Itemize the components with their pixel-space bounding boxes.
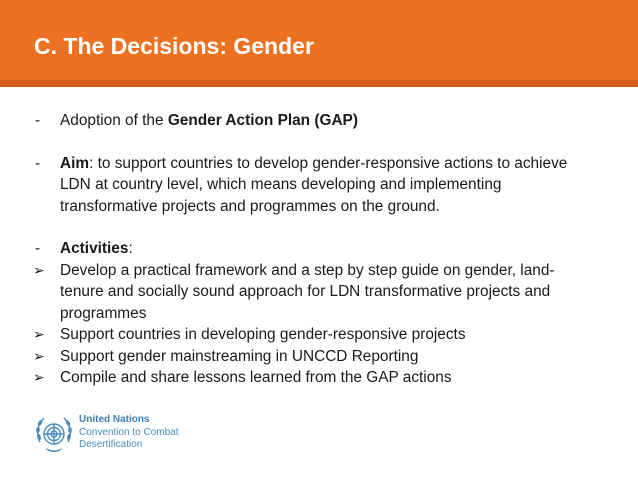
activity-text: programmes [60, 304, 147, 322]
logo-line-1: United Nations [79, 414, 150, 425]
arrow-bullet-icon: ➢ [33, 261, 45, 278]
un-emblem-icon [32, 412, 76, 456]
activity-text: tenure and socially sound approach for LDN transformative projects and [60, 283, 551, 300]
unccd-logo [32, 412, 212, 456]
aim-text-line-2: LDN at country level, which means developing and implementing [60, 176, 502, 193]
activity-item [33, 324, 613, 346]
title-bar [0, 0, 638, 80]
activities-colon: : [128, 240, 133, 257]
activity-text: Support countries in developing gender-responsive projects [60, 326, 466, 343]
activity-text: Support gender mainstreaming in UNCCD Reporting [60, 347, 419, 365]
arrow-bullet-icon: ➢ [33, 369, 45, 385]
dash-bullet: - [35, 154, 41, 172]
list-item-activities [33, 238, 613, 260]
arrow-bullet-icon: ➢ [33, 347, 45, 364]
list-item-aim [33, 153, 613, 218]
activity-item [33, 260, 613, 325]
title-bar-rule [0, 80, 638, 87]
item-text: Adoption of the [60, 112, 168, 129]
list-item-gap [33, 110, 613, 132]
slide-body [33, 110, 613, 389]
activities-label: Activities [60, 240, 129, 257]
dash-bullet: - [35, 112, 41, 129]
logo-text [79, 414, 179, 452]
activity-item [33, 367, 613, 389]
aim-text-line-3: transformative projects and programmes on the ground. [60, 197, 440, 215]
item-bold-text: Gender Action Plan (GAP) [167, 112, 358, 129]
aim-text: : to support countries to develop gender-responsive actions to achieve [89, 154, 568, 172]
arrow-bullet-icon: ➢ [33, 326, 45, 342]
activity-text: Develop a practical framework and a step by step guide on gender, land- [60, 261, 555, 279]
dash-bullet: - [35, 240, 41, 257]
aim-label: Aim [60, 154, 90, 172]
slide-title: C. The Decisions: Gender [34, 33, 314, 59]
logo-line-3: Desertification [79, 439, 143, 450]
logo-line-2: Convention to Combat [79, 426, 179, 438]
activity-text: Compile and share lessons learned from the GAP actions [60, 369, 452, 386]
activity-item [33, 346, 613, 368]
